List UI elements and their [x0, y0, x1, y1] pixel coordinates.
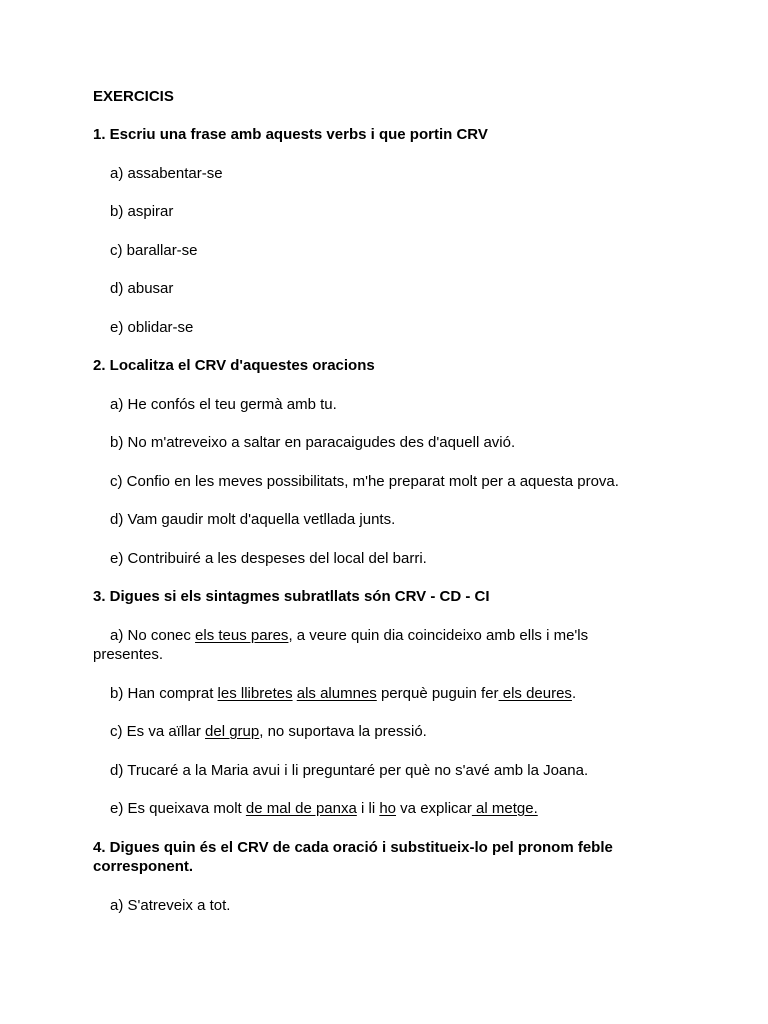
underlined-phrase: als alumnes [296, 685, 377, 702]
section-3-heading: 3. Digues si els sintagmes subratllats són CRV - CD - CI [93, 588, 490, 605]
section-4-item-a: a) S'atreveix a tot. [110, 897, 231, 914]
item-e-text: i li [356, 800, 380, 817]
item-e-text: e) Es queixava molt [110, 800, 246, 817]
section-1-item-a: a) assabentar-se [110, 165, 223, 182]
section-3-item-b [110, 684, 710, 703]
item-a-text: a) No conec [110, 627, 196, 644]
section-3-item-e [110, 799, 710, 818]
section-1-item-d: d) abusar [110, 280, 174, 297]
item-c-text: c) Es va aïllar [110, 723, 206, 740]
section-1-item-c: c) barallar-se [110, 242, 198, 259]
item-a-text: , a veure quin dia coincideixo amb ells i me'ls presentes. [93, 627, 589, 663]
section-2-item-e: e) Contribuiré a les despeses del local del barri. [110, 550, 427, 567]
item-e-text: va explicar [396, 800, 472, 817]
section-2-item-b: b) No m'atreveixo a saltar en paracaigudes des d'aquell avió. [110, 434, 516, 451]
section-3-item-c [110, 722, 710, 741]
section-2-item-a: a) He confós el teu germà amb tu. [110, 396, 337, 413]
section-2-item-d: d) Vam gaudir molt d'aquella vetllada junts. [110, 511, 396, 528]
underlined-phrase: del grup [205, 723, 260, 740]
item-b-text: . [571, 685, 577, 702]
section-1-item-e: e) oblidar-se [110, 319, 194, 336]
document-title: EXERCICIS [93, 88, 174, 105]
underlined-phrase: ho [379, 800, 397, 817]
item-b-text: perquè puguin fer [376, 685, 499, 702]
underlined-phrase: al metge. [471, 800, 538, 817]
underlined-phrase: els teus pares [195, 627, 289, 644]
underlined-phrase: les llibretes [217, 685, 293, 702]
section-1-heading: 1. Escriu una frase amb aquests verbs i que portin CRV [93, 126, 488, 143]
section-2-heading: 2. Localitza el CRV d'aquestes oracions [93, 357, 375, 374]
section-3-item-d [110, 761, 710, 780]
underlined-phrase: de mal de panxa [245, 800, 357, 817]
section-3-item-a [93, 626, 653, 664]
underlined-phrase: els deures [498, 685, 572, 702]
section-4-heading: 4. Digues quin és el CRV de cada oració i substitueix-lo pel pronom feble corresponent. [93, 839, 613, 875]
item-b-text: b) Han comprat [110, 685, 218, 702]
section-2-item-c: c) Confio en les meves possibilitats, m'he preparat molt per a aquesta prova. [110, 473, 619, 490]
section-1-item-b: b) aspirar [110, 203, 174, 220]
item-d-text: d) Trucaré a la Maria avui i li preguntaré per què no s'avé amb la Joana. [110, 762, 589, 779]
item-c-text: , no suportava la pressió. [259, 723, 427, 740]
